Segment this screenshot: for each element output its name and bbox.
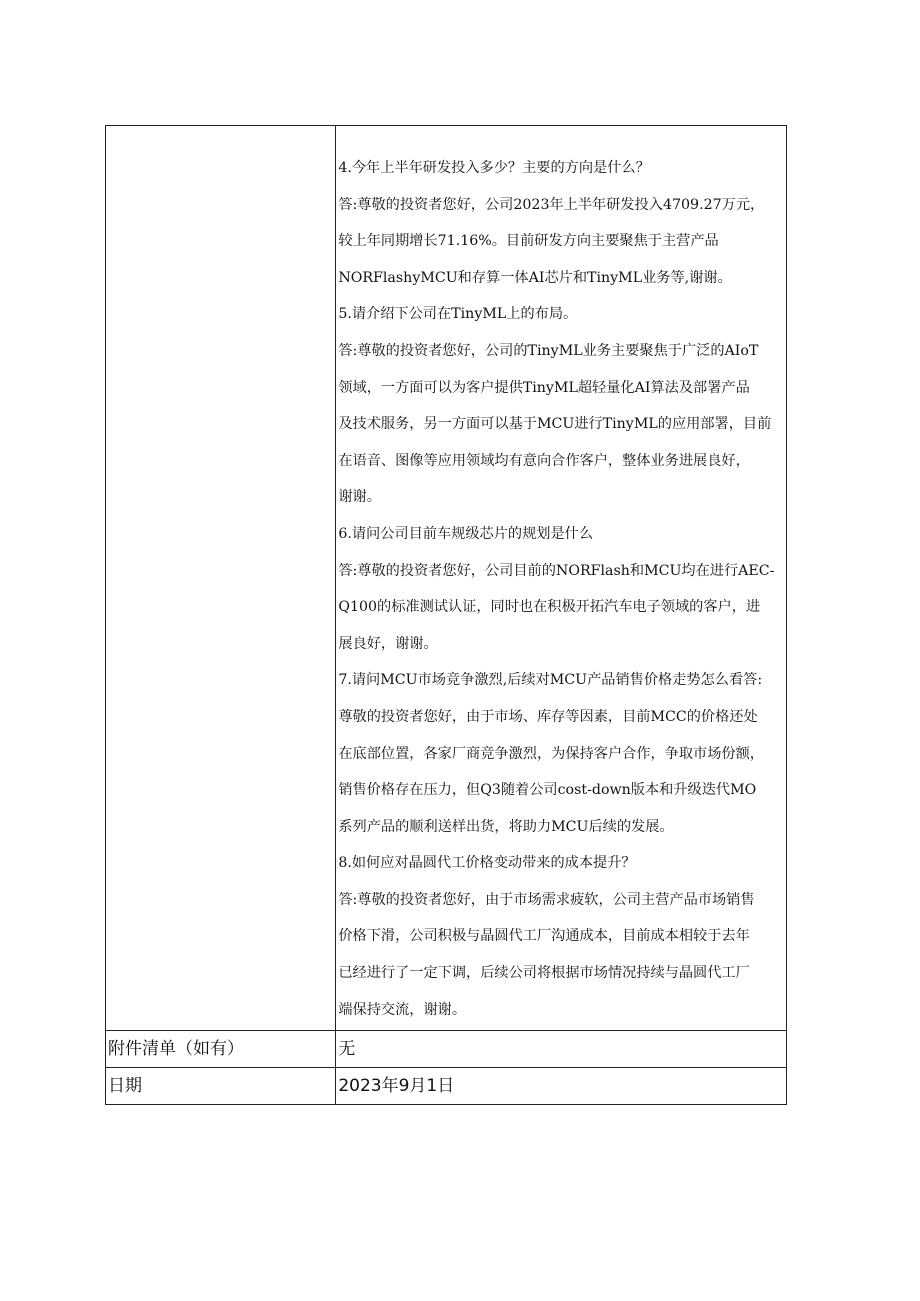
qa-line: 5.请介绍下公司在TinyML上的布局。 bbox=[338, 306, 578, 323]
qa-line: 尊敬的投资者您好，由于市场、库存等因素，目前MCC的价格还处 bbox=[338, 708, 758, 725]
qa-line: 6.请问公司目前车规级芯片的规划是什么 bbox=[338, 525, 594, 542]
qa-line: NORFlashyMCU和存算一体AI芯片和TinyML业务等,谢谢。 bbox=[338, 269, 732, 286]
qa-line: 已经进行了一定下调，后续公司将根据市场情况持续与晶圆代工厂 bbox=[338, 965, 750, 982]
qa-row bbox=[106, 126, 787, 1031]
qa-label-cell bbox=[106, 126, 336, 1031]
qa-line: 在底部位置，各家厂商竞争激烈，为保持客户合作，争取市场份额， bbox=[338, 745, 764, 762]
date-label: 日期 bbox=[106, 1068, 336, 1105]
date-row bbox=[106, 1068, 787, 1105]
qa-line: 端保持交流，谢谢。 bbox=[338, 1001, 467, 1018]
qa-line: 答:尊敬的投资者您好，公司2023年上半年研发投入4709.27万元， bbox=[338, 196, 765, 213]
qa-content-cell bbox=[336, 126, 787, 1031]
qa-line: 系列产品的顺利送样出货，将助力MCU后续的发展。 bbox=[338, 818, 674, 835]
qa-line: Q100的标准测试认证，同时也在积极开拓汽车电子领域的客户，进 bbox=[338, 599, 761, 616]
date-value: 2023年9月1日 bbox=[336, 1068, 787, 1105]
qa-line: 答:尊敬的投资者您好，由于市场需求疲软，公司主营产品市场销售 bbox=[338, 891, 755, 908]
qa-line: 8.如何应对晶圆代工价格变动带来的成本提升？ bbox=[338, 855, 636, 872]
attachments-label: 附件清单（如有） bbox=[106, 1031, 336, 1068]
qa-line: 及技术服务，另一方面可以基于MCU进行TinyML的应用部署，目前 bbox=[338, 416, 772, 433]
qa-line: 谢谢。 bbox=[338, 489, 381, 506]
qa-line: 价格下滑，公司积极与晶圆代工厂沟通成本，目前成本相较于去年 bbox=[338, 928, 750, 945]
attachments-row bbox=[106, 1031, 787, 1068]
qa-line: 7.请问MCU市场竞争激烈,后续对MCU产品销售价格走势怎么看答: bbox=[338, 672, 763, 689]
qa-line: 展良好，谢谢。 bbox=[338, 635, 438, 652]
qa-line: 较上年同期增长71.16%。目前研发方向主要聚焦于主营产品 bbox=[338, 233, 719, 250]
info-table bbox=[105, 125, 787, 1105]
qa-line: 销售价格存在压力，但Q3随着公司cost-down版本和升级迭代MO bbox=[338, 782, 757, 799]
qa-line: 答:尊敬的投资者您好，公司目前的NORFlash和MCU均在进行AEC- bbox=[338, 562, 775, 579]
qa-line: 在语音、图像等应用领域均有意向合作客户，整体业务进展良好， bbox=[338, 452, 750, 469]
qa-line: 答:尊敬的投资者您好，公司的TinyML业务主要聚焦于广泛的AIoT bbox=[338, 342, 759, 359]
attachments-value: 无 bbox=[336, 1031, 787, 1068]
qa-line: 领域，一方面可以为客户提供TinyML超轻量化AI算法及部署产品 bbox=[338, 379, 750, 396]
qa-line: 4.今年上半年研发投入多少？主要的方向是什么？ bbox=[338, 160, 650, 176]
